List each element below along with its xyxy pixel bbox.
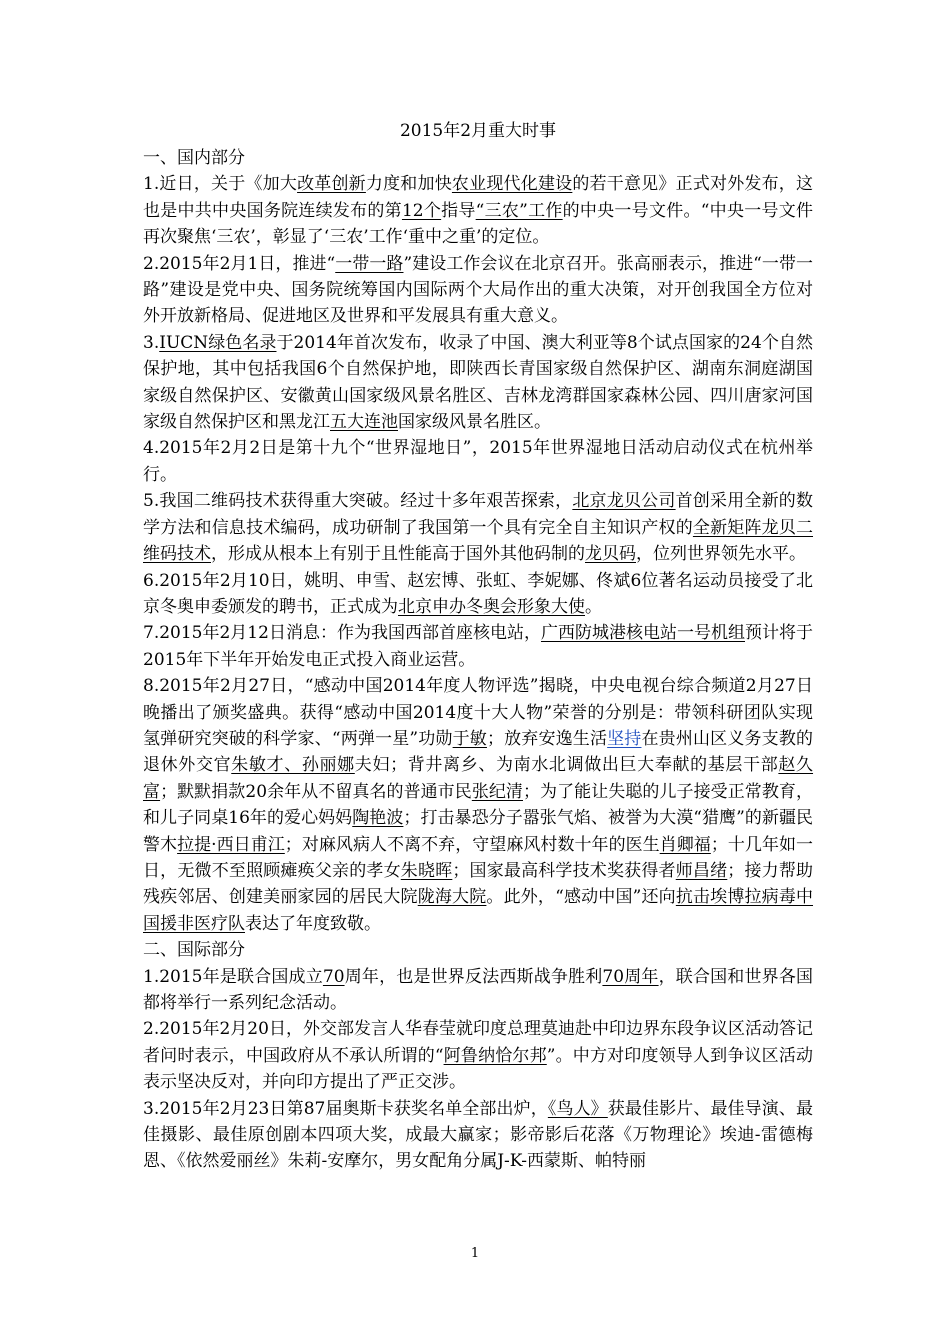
underlined-term: 农业现代化建设 (451, 174, 573, 195)
underlined-term: 龙贝码 (585, 544, 636, 565)
paragraph-text: ；为了能让失聪的儿子接受正常教育，和儿子同桌16年的爱心妈妈 (143, 781, 813, 829)
underlined-term: 朱晓晖 (400, 860, 453, 881)
paragraph-text: ，形成从根本上有别于且性能高于国外其他码制的 (211, 544, 585, 565)
paragraph-text: ，联合国和世界各国都将举行一系列纪念活动。 (143, 966, 814, 1013)
paragraph-text: ；十几年如一日，无微不至照顾瘫痪父亲的孝女 (143, 834, 814, 881)
document-title: 2015年2月重大时事 (399, 121, 557, 141)
underlined-term: 抗击埃博拉病毒中国援非医疗队 (143, 887, 814, 934)
page-number: 1 (470, 1246, 480, 1261)
paragraph-domestic-5 (143, 488, 813, 567)
underlined-term: 70周年 (602, 966, 659, 987)
paragraph-text: ；国家最高科学技术奖获得者 (452, 860, 676, 881)
underlined-term: “三农”工作 (475, 200, 563, 221)
paragraph-international-3 (143, 1096, 813, 1175)
underlined-term: 70 (322, 966, 345, 987)
paragraph-text: 。 (585, 596, 602, 617)
paragraph-text: ”建设工作会议在北京召开。张高丽表示，推进“一带一路”建设是党中央、国务院统筹国内国际两个大局作出的重大决策，对开创我国全方位对外开放新格局、促进地区及世界和平发展具有重大意义。 (143, 253, 814, 327)
paragraph-domestic-7 (143, 620, 813, 673)
underlined-term: 赵久富 (143, 755, 814, 802)
paragraph-international-2 (143, 1016, 813, 1095)
paragraph-text: 在贵州山区义务支教的退休外交官 (143, 728, 814, 776)
paragraph-text: 国家级风景名胜区。 (398, 412, 551, 433)
paragraph-domestic-3 (143, 330, 813, 436)
paragraph-text: ，位列世界领先水平。 (636, 544, 806, 565)
paragraph-text: 表达了年度致敬。 (245, 913, 381, 934)
paragraph-text: 的若干意见》正式对外发布，这也是中共中央国务院连续发布的第 (143, 174, 814, 221)
paragraph-text: 首创采用全新的数学方法和信息技术编码，成功研制了我国第一个具有完全自主知识产权的 (143, 491, 814, 538)
paragraph-text: 指导 (441, 200, 476, 221)
paragraph-international-1 (143, 964, 813, 1017)
paragraph-domestic-8 (143, 673, 813, 937)
paragraph-text: 8.2015年2月27日，“感动中国2014年度人物评选”揭晓，中央电视台综合频道2月27日晚播出了颁奖盛典。获得“感动中国2014度十大人物”荣誉的分别是：带领科研团队实现氢弹研究突破的科学家、“两弹一星”功勋 (143, 676, 813, 749)
paragraph-text: ；打击暴恐分子嚣张气焰、被誉为大漠“猎鹰”的新疆民警木 (143, 808, 813, 855)
paragraph-text: ；放弃安逸生活 (486, 728, 608, 749)
underlined-term: 《鸟人》 (547, 1098, 608, 1119)
section-heading-international: 二、国际部分 (143, 940, 245, 961)
paragraph-text: 5.我国二维码技术获得重大突破。经过十多年艰苦探索， (143, 491, 573, 512)
paragraph-text: 3.2015年2月23日第87届奥斯卡获奖名单全部出炉， (143, 1098, 548, 1119)
paragraph-text: 1.近日，关于《加大 (143, 174, 298, 195)
underlined-term: 北京申办冬奥会形象大使 (398, 596, 585, 617)
underlined-term: 北京龙贝公司 (572, 491, 676, 512)
document-page (143, 118, 813, 1175)
underlined-term: 广西防城港核电站一号机组 (540, 623, 745, 644)
paragraph-text: 于2014年首次发布，收录了中国、澳大利亚等8个试点国家的24个自然保护地，其中包括我国6个自然保护地，即陕西长青国家级自然保护区、湖南东洞庭湖国家级自然保护区、安徽黄山国家级风景名胜区、吉林龙湾群国家森林公园、四川唐家河国家级自然保护区和黑龙江 (143, 332, 813, 433)
underlined-term: 改革创新 (297, 174, 366, 195)
paragraph-text: 的中央一号文件。“中央一号文件再次聚焦‘三农’，彰显了‘三农’工作‘重中之重’的定位。 (143, 200, 814, 248)
paragraph-domestic-6 (143, 568, 813, 621)
paragraph-text: 。此外，“感动中国”还向 (486, 887, 676, 908)
underlined-term: 于敏 (452, 728, 487, 749)
underlined-term: 陶艳波 (352, 808, 404, 829)
underlined-term: IUCN绿色名录 (159, 332, 277, 353)
section-heading-domestic: 一、国内部分 (143, 148, 245, 168)
paragraph-text: 3. (143, 332, 160, 353)
underlined-term: 陇海大院 (417, 887, 487, 908)
underlined-term: 一带一路 (335, 253, 404, 274)
paragraph-text: 2.2015年2月20日，外交部发言人华春莹就印度总理莫迪赴中印边界东段争议区活动答记者问时表示，中国政府从不承认所谓的“ (143, 1019, 813, 1066)
paragraph-text: 获最佳影片、最佳导演、最佳摄影、最佳原创剧本四项大奖，成最大赢家；影帝影后花落《万物理论》埃迪-雷德梅恩、《依然爱丽丝》朱莉-安摩尔，男女配角分属J-K-西蒙斯、帕特丽 (143, 1098, 813, 1172)
paragraph-text: 6.2015年2月10日，姚明、申雪、赵宏博、张虹、李妮娜、佟斌6位著名运动员接受了北京冬奥申委颁发的聘书，正式成为 (143, 570, 813, 617)
underlined-term: 五大连池 (330, 412, 398, 433)
paragraph-domestic-1 (143, 171, 813, 250)
paragraph-domestic-4 (143, 435, 813, 488)
paragraph-text: 4.2015年2月2日是第十九个“世界湿地日”，2015年世界湿地日活动启动仪式在杭州举行。 (143, 438, 813, 485)
underlined-term: 12个 (401, 200, 442, 221)
paragraph-text: 周年，也是世界反法西斯战争胜利 (344, 966, 603, 987)
underlined-term: 阿鲁纳恰尔邦 (443, 1045, 547, 1066)
paragraph-text: 预计将于2015年下半年开始发电正式投入商业运营。 (143, 623, 814, 670)
underlined-term: 师昌绪 (675, 860, 728, 881)
paragraph-domestic-2 (143, 251, 813, 330)
underlined-term: 肖卿福 (659, 834, 711, 855)
paragraph-text: 1.2015年是联合国成立 (143, 966, 323, 987)
paragraph-text: 夫妇；背井离乡、为南水北调做出巨大奉献的基层干部 (354, 755, 779, 776)
paragraph-text: ；对麻风病人不离不弃，守望麻风村数十年的医生 (284, 834, 660, 855)
paragraph-text: ”。中方对印度领导人到争议区活动表示坚决反对，并向印方提出了严正交涉。 (143, 1045, 813, 1093)
underlined-term: 张纪清 (471, 781, 523, 802)
underlined-term: 全新矩阵龙贝二维码技术 (143, 517, 814, 565)
hyperlink-text[interactable]: 坚持 (607, 728, 642, 749)
paragraph-text: 7.2015年2月12日消息：作为我国西部首座核电站， (143, 623, 541, 644)
paragraph-text: 力度和加快 (365, 174, 452, 195)
paragraph-text: ；接力帮助残疾邻居、创建美丽家园的居民大院 (143, 860, 814, 908)
underlined-term: 拉提·西日甫江 (177, 834, 285, 855)
paragraph-text: ；默默捐款20余年从不留真名的普通市民 (160, 781, 472, 802)
paragraph-text: 2.2015年2月1日，推进“ (143, 253, 336, 274)
underlined-term: 朱敏才、孙丽娜 (231, 755, 355, 776)
